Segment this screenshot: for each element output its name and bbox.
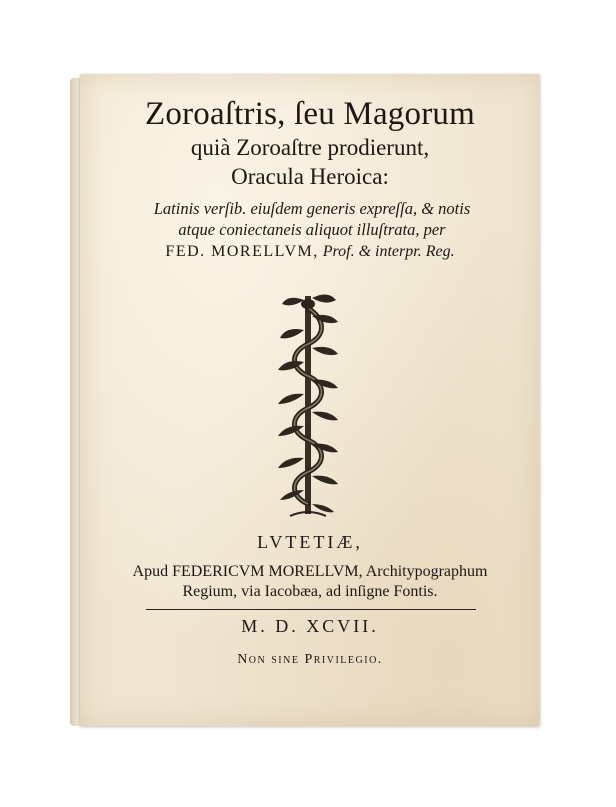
title-line-1: Zoroaſtris, ſeu Magorum	[145, 96, 475, 132]
author-line	[80, 242, 540, 262]
subtitle-line-2: atque coniectaneis aliquot illuſtrata, per	[178, 220, 446, 239]
publication-year: M. D. XCVII.	[241, 616, 379, 636]
author-role: Prof. & interpr. Reg.	[322, 243, 455, 260]
privilege-notice: Non sine Privilegio.	[237, 652, 383, 667]
subtitle	[124, 198, 500, 240]
title-line-3: Oracula Heroica:	[231, 164, 389, 189]
imprint-line-1: Apud FEDERICVM MORELLVM, Architypographum	[132, 563, 488, 580]
divider-rule	[146, 609, 476, 610]
title-page	[80, 74, 540, 726]
title-line-2: quià Zoroaſtre prodierunt,	[190, 135, 430, 160]
author-name: FED. MORELLVM,	[165, 243, 319, 260]
place-of-publication: LVTETIÆ,	[257, 532, 363, 552]
serpent-staff-emblem-icon	[268, 290, 348, 522]
subtitle-line-1: Latinis verſib. eiuſdem generis expreſſa, & notis	[153, 199, 471, 218]
imprint-line-2: Regium, via Iacobæa, ad inſigne Fontis.	[182, 583, 438, 600]
